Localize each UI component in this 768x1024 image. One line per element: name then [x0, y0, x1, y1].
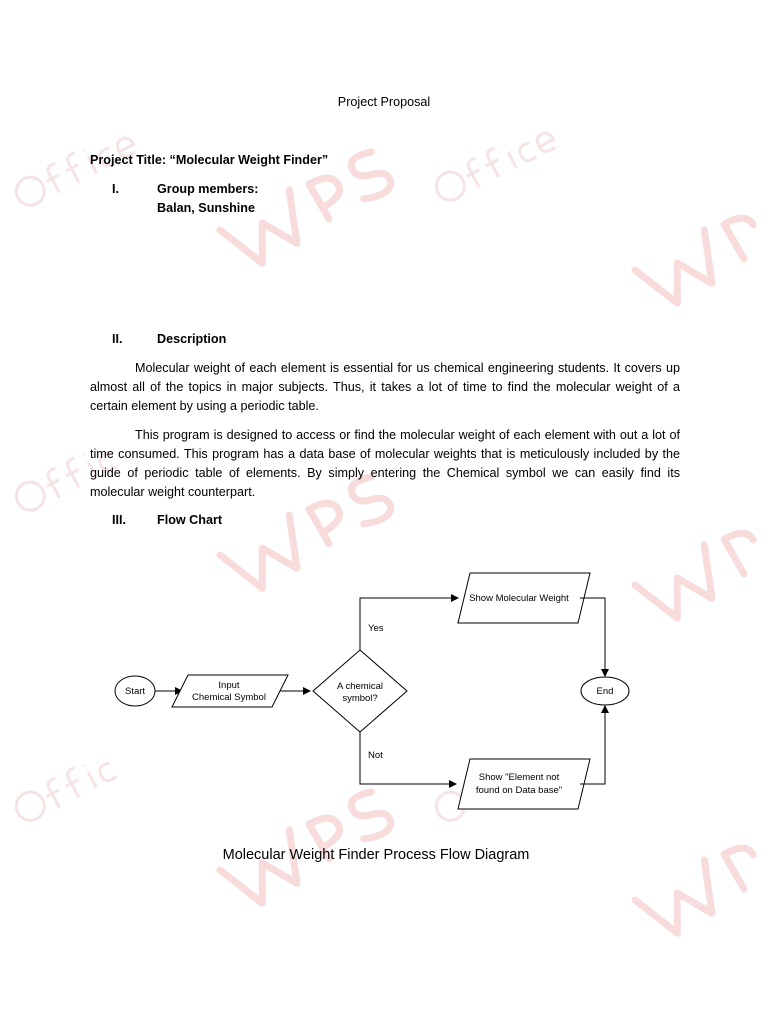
input-label-line2: Chemical Symbol [192, 692, 266, 703]
group-members-names: Balan, Sunshine [157, 201, 255, 215]
show-weight-label: Show Molecular Weight [469, 593, 569, 604]
description-paragraph-1: Molecular weight of each element is essential for us chemical engineering students. It covers up almost all of the topics in major subjects. Thus, it takes a lot of time to find the molecular weight of a certain element by using a periodic table. [90, 361, 680, 413]
document-header: Project Proposal [337, 95, 431, 109]
decision-label-line2: symbol? [342, 693, 378, 704]
section-3-title: Flow Chart [157, 513, 223, 527]
section-2-title: Description [157, 332, 227, 346]
section-1-title: Group members: [157, 182, 259, 196]
flow-chart-caption: Molecular Weight Finder Process Flow Diagram [222, 847, 530, 863]
arrow-weight-to-end [580, 598, 605, 676]
start-label: Start [124, 686, 146, 697]
not-found-node [458, 759, 590, 809]
input-label-line1: Input [218, 680, 240, 691]
section-3-numeral: III. [112, 513, 126, 527]
section-2-numeral: II. [112, 332, 123, 346]
yes-label: Yes [368, 623, 384, 634]
decision-label-line1: A chemical [337, 681, 383, 692]
not-found-label-line2: found on Data base" [475, 785, 563, 796]
section-1-numeral: I. [112, 182, 119, 196]
end-label: End [596, 686, 614, 697]
project-title: Project Title: “Molecular Weight Finder” [90, 153, 329, 167]
description-paragraph-2: This program is designed to access or find the molecular weight of each element with out a lot of time consumed. This program has a data base of molecular weights that is meticulously included by the guide of periodic table of elements. By simply entering the Chemical symbol we can easily find its molecular weight counterpart. [90, 428, 680, 499]
not-found-label-line1: Show "Element not [478, 772, 560, 783]
no-label: Not [368, 750, 383, 761]
